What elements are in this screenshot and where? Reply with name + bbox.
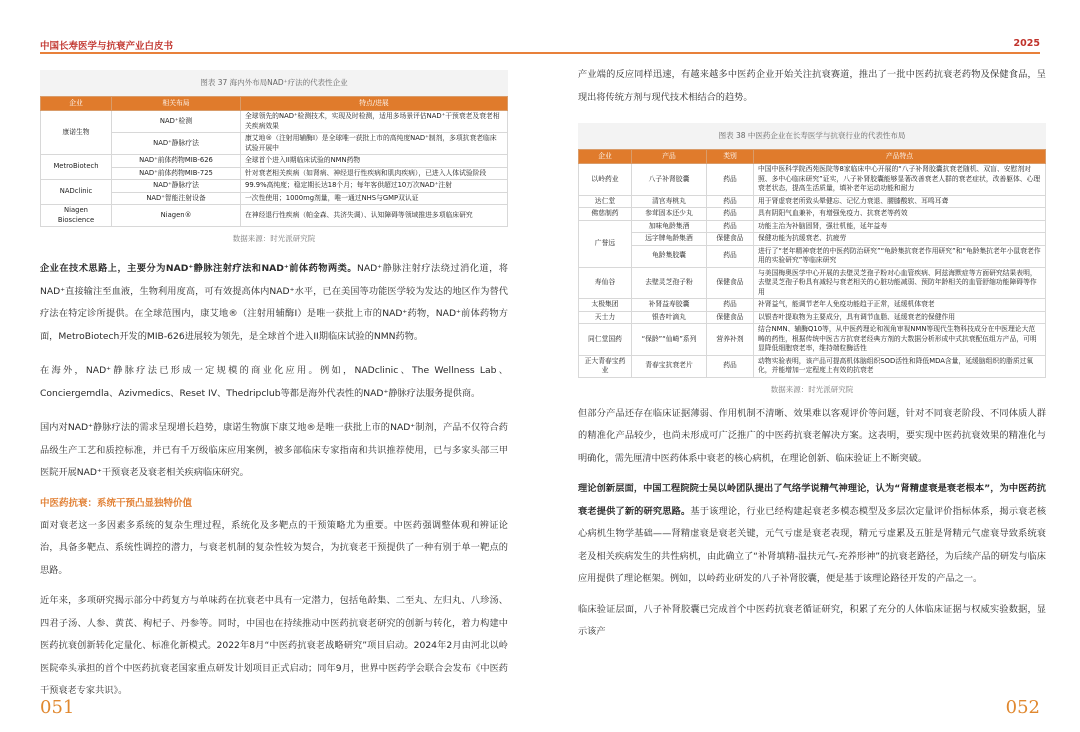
table-row bbox=[41, 155, 508, 168]
table-row bbox=[41, 167, 508, 180]
table-cell: 青春宝抗衰老片 bbox=[632, 355, 707, 377]
table-cell: 太极集团 bbox=[579, 299, 632, 312]
table-cell: 以银杏叶提取物为主要成分，具有调节血脂、延缓衰老的保健作用 bbox=[754, 311, 1046, 324]
table-cell: NAD⁺静脉疗法 bbox=[112, 133, 241, 155]
table-row bbox=[41, 192, 508, 205]
table-row bbox=[579, 299, 1046, 312]
left-column bbox=[40, 64, 508, 703]
table-cell: 广誉远 bbox=[579, 220, 632, 267]
table-cell: 以岭药业 bbox=[579, 164, 632, 196]
paragraph: 在海外，NAD⁺静脉疗法已形成一定规模的商业化应用。例如，NADclinic、The Wellness Lab、Conciergemdla、Azivmedics、Reset IV、Thedripclub等都是海外代表性的NAD⁺静脉疗法服务提供商。 bbox=[40, 365, 508, 399]
section-heading: 中医药抗衰：系统干预凸显独特价值 bbox=[40, 497, 193, 509]
paragraph: 近年来，多项研究揭示部分中药复方与单味药在抗衰老中具有一定潜力，包括龟龄集、二至丸、左归丸、八珍汤、四君子汤、人参、黄芪、枸杞子、丹参等。同时，中国也在持续推动中医药抗衰老研究的创新与转化，着力构建中医药抗衰创新转化定量化、标准化新模式。2022年8月“中医药抗衰老战略研究”项目启动。2024年2月由河北以岭医院牵头承担的首个中医药抗衰老国家重点研发计划项目正式启动；同年9月，世界中医药学会联合会发布《中医药干预衰老专家共识》。 bbox=[40, 595, 508, 696]
table-cell: 保健食品 bbox=[707, 233, 754, 246]
table-cell: 保健食品 bbox=[707, 267, 754, 299]
table-cell: 营养补剂 bbox=[707, 324, 754, 356]
table-row bbox=[41, 180, 508, 193]
table-cell: 药品 bbox=[707, 220, 754, 233]
table-cell: 药品 bbox=[707, 195, 754, 208]
paragraph: 但部分产品还存在临床证据薄弱、作用机制不清晰、效果难以客观评价等问题，针对不同衰老阶段、不同体质人群的精准化产品较少，也尚未形成可广泛推广的中医药抗衰老解决方案。这表明，要实现中医药抗衰效果的精准化与明确化，需先厘清中医药体系中衰老的核心病机，在理论创新、临床验证上不断突破。 bbox=[578, 407, 1046, 464]
nad-companies-table bbox=[40, 96, 508, 227]
table-source: 数据来源：时光派研究院 bbox=[232, 234, 316, 243]
table-cell: 保健功能为抗缓衰老、抗疲劳 bbox=[754, 233, 1046, 246]
table-row bbox=[579, 355, 1046, 377]
table-row bbox=[579, 208, 1046, 221]
table-cell: Niagen® bbox=[112, 205, 241, 227]
table-cell: 中国中医科学院西苑医院等8家临床中心开展的“八子补肾胶囊抗衰老随机、双盲、安慰剂对照、多中心临床研究”证实，八子补肾胶囊能够显著改善衰老人群的衰老症状，改善躯体、心理衰老状态，提高生活质量，填补老年运动功能和耐力 bbox=[754, 164, 1046, 196]
table-header: 特点/进展 bbox=[241, 97, 508, 111]
table-cell: NAD⁺检测 bbox=[112, 111, 241, 133]
table-cell: “保龄”“仙崎”系列 bbox=[632, 324, 707, 356]
table-cell: 清宫寿桃丸 bbox=[632, 195, 707, 208]
page-number-left: 051 bbox=[40, 697, 75, 718]
page-number-right: 052 bbox=[1005, 697, 1040, 718]
paragraph-text: NAD⁺静脉注射疗法绕过消化道，将NAD⁺直接输注至血液，生物利用度高，可有效提高体内NAD⁺水平，已在美国等功能医学较为发达的地区作为替代疗法在特定诊所提供。在全球范围内，康艾地®（注射用辅酶I）是唯一获批上市的NAD⁺药物，NAD⁺前体药物方面，MetroBiotech开发的MIB-626进展较为领先，是全球首个进入II期临床试验的NMN药物。 bbox=[40, 263, 508, 342]
paragraph bbox=[40, 258, 508, 348]
table-row bbox=[41, 133, 508, 155]
table-row bbox=[579, 267, 1046, 299]
table-header: 类别 bbox=[707, 150, 754, 164]
table-cell: 佛慈制药 bbox=[579, 208, 632, 221]
paragraph: 临床验证层面，八子补肾胶囊已完成首个中医药抗衰老循证研究，积累了充分的人体临床证据与权威实验数据，显示该产 bbox=[578, 603, 1046, 637]
table-row bbox=[579, 233, 1046, 246]
table-cell: 结合NMN、辅酶Q10等，从中医药理论和视角审视NMN等现代生物科技成分在中医理论大范畴的药性，根据传统中医古方抗衰老经典方剂的大数据分析形成中式抗衰配伍组方产品，可明显降低细胞衰老率，维持端粒酶活性 bbox=[754, 324, 1046, 356]
table-cell: 八子补肾胶囊 bbox=[632, 164, 707, 196]
table-cell: 补肾益寿胶囊 bbox=[632, 299, 707, 312]
tcm-companies-table bbox=[578, 149, 1046, 378]
right-column bbox=[578, 64, 1046, 644]
table-cell: 康艾地®（注射用辅酶I）是全球唯一获批上市的高纯度NAD⁺制剂，多项抗衰老临床试验开展中 bbox=[241, 133, 508, 155]
table-cell: 全球首个进入II期临床试验的NMN药物 bbox=[241, 155, 508, 168]
table-cell: 具有阴阳气血兼补，有增强免疫力、抗衰老等药效 bbox=[754, 208, 1046, 221]
paragraph: 国内对NAD⁺静脉疗法的需求呈现增长趋势，康诺生物旗下康艾地®是唯一获批上市的NAD⁺制剂，产品不仅符合药品级生产工艺和质控标准，并已有千万级临床应用案例，被多部临床专家指南和共识推荐使用，已与多家头部三甲医院开展NAD⁺干预衰老及衰老相关疾病临床研究。 bbox=[40, 422, 508, 478]
table-cell: 药品 bbox=[707, 208, 754, 221]
header-rule bbox=[40, 52, 1040, 54]
table-cell: 康诺生物 bbox=[41, 111, 112, 155]
table-cell: 一次性使用；1000mg剂量，唯一通过NHS与GMP双认证 bbox=[241, 192, 508, 205]
table-row bbox=[579, 195, 1046, 208]
table-cell: 保健食品 bbox=[707, 311, 754, 324]
paragraph: 产业端的反应同样迅速，有越来越多中医药企业开始关注抗衰赛道，推出了一批中医药抗衰老药物及保健食品，呈现出将传统方剂与现代技术相结合的趋势。 bbox=[578, 69, 1046, 103]
table-header-row bbox=[579, 150, 1046, 164]
table-cell: 动物实验表明，该产品可提高机体脑组织SOD活性和降低MDA含量，延缓脑组织的脂质过氧化，并能增加一定程度上有效的抗衰老 bbox=[754, 355, 1046, 377]
table-cell: 药品 bbox=[707, 164, 754, 196]
figure-37-title: 图表 37 海内外布局NAD⁺疗法的代表性企业 bbox=[40, 70, 508, 96]
table-cell: 去壁灵芝孢子粉 bbox=[632, 267, 707, 299]
table-cell: NAD⁺前体药物MIB-725 bbox=[112, 167, 241, 180]
table-header: 相关布局 bbox=[112, 97, 241, 111]
table-cell: 99.9%高纯度；稳定期长达18个月；每年客供超过10万次NAD⁺注射 bbox=[241, 180, 508, 193]
table-row bbox=[579, 164, 1046, 196]
table-cell: 天士力 bbox=[579, 311, 632, 324]
paragraph bbox=[578, 478, 1046, 591]
page-header bbox=[0, 0, 1080, 52]
table-cell: 进行了“老年精神衰老的中医药防治研究”“龟龄集抗衰老作用研究”和“龟龄集抗老年小鼠衰老作用的实验研究”等临床研究 bbox=[754, 245, 1046, 267]
paragraph-lead: 企业在技术思路上，主要分为NAD⁺静脉注射疗法和NAD⁺前体药物两类。 bbox=[40, 263, 358, 274]
table-cell: NAD⁺前体药物MIB-626 bbox=[112, 155, 241, 168]
table-cell: 同仁堂国药 bbox=[579, 324, 632, 356]
table-cell: 加味龟龄集酒 bbox=[632, 220, 707, 233]
table-cell: MetroBiotech bbox=[41, 155, 112, 180]
table-cell: 药品 bbox=[707, 245, 754, 267]
table-cell: 银杏叶滴丸 bbox=[632, 311, 707, 324]
table-cell: 功能主治为补脑固肾，强壮机能，延年益寿 bbox=[754, 220, 1046, 233]
table-cell: 达仁堂 bbox=[579, 195, 632, 208]
table-header: 产品 bbox=[632, 150, 707, 164]
table-header-row bbox=[41, 97, 508, 111]
paragraph-text: 基于该理论，行业已经构建起衰老多模态模型及多层次定量评价指标体系，揭示衰老核心病机生物学基础——肾精虚衰是衰老关键，元气亏虚是衰老表现，精元亏虚累及五脏是肾精元气虚衰导致系统衰老及相关疾病发生的共性病机，由此确立了“补肾填精-温扶元气-充养形神”的抗衰老路径，为后续产品的研发与临床应用提供了理论框架。例如，以岭药业研发的八子补肾胶囊，便是基于该理论路径开发的产品之一。 bbox=[578, 505, 1047, 584]
paragraph-lead: 理论创新层面，中国工程院院士吴以岭团队提出了气络学说精气神理论，认为“肾精虚衰是衰老根本”，为中医药抗衰老提供了新的研究思路。 bbox=[578, 483, 1046, 517]
table-cell: 全球领先的NAD⁺检测技术，实现及时检测，适用多场景评估NAD⁺干预衰老及衰老相关疾病效果 bbox=[241, 111, 508, 133]
figure-38-title: 图表 38 中医药企业在长寿医学与抗衰行业的代表性布局 bbox=[578, 123, 1046, 149]
table-cell: 药品 bbox=[707, 299, 754, 312]
table-cell: 在神经退行性疾病（帕金森、共济失调）、认知障碍等领域推进多项临床研究 bbox=[241, 205, 508, 227]
table-row bbox=[579, 324, 1046, 356]
table-cell: 补肾益气，能调节老年人免疫功能趋于正常，延缓机体衰老 bbox=[754, 299, 1046, 312]
table-header: 企业 bbox=[579, 150, 632, 164]
table-cell: 远字牌龟龄集酒 bbox=[632, 233, 707, 246]
table-row bbox=[579, 245, 1046, 267]
table-header: 产品特点 bbox=[754, 150, 1046, 164]
table-cell: 龟龄集胶囊 bbox=[632, 245, 707, 267]
header-title: 中国长寿医学与抗衰产业白皮书 bbox=[40, 41, 174, 52]
table-cell: NAD⁺静脉疗法 bbox=[112, 180, 241, 193]
table-row bbox=[579, 220, 1046, 233]
table-row bbox=[41, 205, 508, 227]
table-cell: 用于肾虚衰老所致头晕健忘、记忆力衰退、腰膝酸软、耳鸣耳聋 bbox=[754, 195, 1046, 208]
paragraph: 面对衰老这一多因素多系统的复杂生理过程，系统化及多靶点的干预策略尤为重要。中医药强调整体观和辨证论治，具备多靶点、系统性调控的潜力，与衰老机制的复杂性较为契合，为抗衰老干预提供了一种有别于单一靶点的思路。 bbox=[40, 519, 508, 576]
table-cell: 正大青春宝药业 bbox=[579, 355, 632, 377]
table-row bbox=[579, 311, 1046, 324]
table-cell: Niagen Bioscience bbox=[41, 205, 112, 227]
table-header: 企业 bbox=[41, 97, 112, 111]
table-source: 数据来源：时光派研究院 bbox=[770, 384, 854, 394]
table-cell: 药品 bbox=[707, 355, 754, 377]
table-cell: NADclinic bbox=[41, 180, 112, 205]
table-cell: 与美国梅奥医学中心开展的去壁灵芝孢子粉对心血管疾病、阿兹海默症等方面研究结果表明，去壁灵芝孢子粉具有减轻与衰老相关的心脏功能减弱、预防年龄相关的血管舒缩功能障碍等作用 bbox=[754, 267, 1046, 299]
table-cell: 寿仙谷 bbox=[579, 267, 632, 299]
table-cell: 针对衰老相关疾病（如肾病、神经退行性疾病和肌肉疾病），已进入人体试验阶段 bbox=[241, 167, 508, 180]
table-cell: 参茸固本还少丸 bbox=[632, 208, 707, 221]
header-year: 2025 bbox=[1013, 38, 1040, 49]
table-row bbox=[41, 111, 508, 133]
table-cell: NAD⁺智能注射设备 bbox=[112, 192, 241, 205]
